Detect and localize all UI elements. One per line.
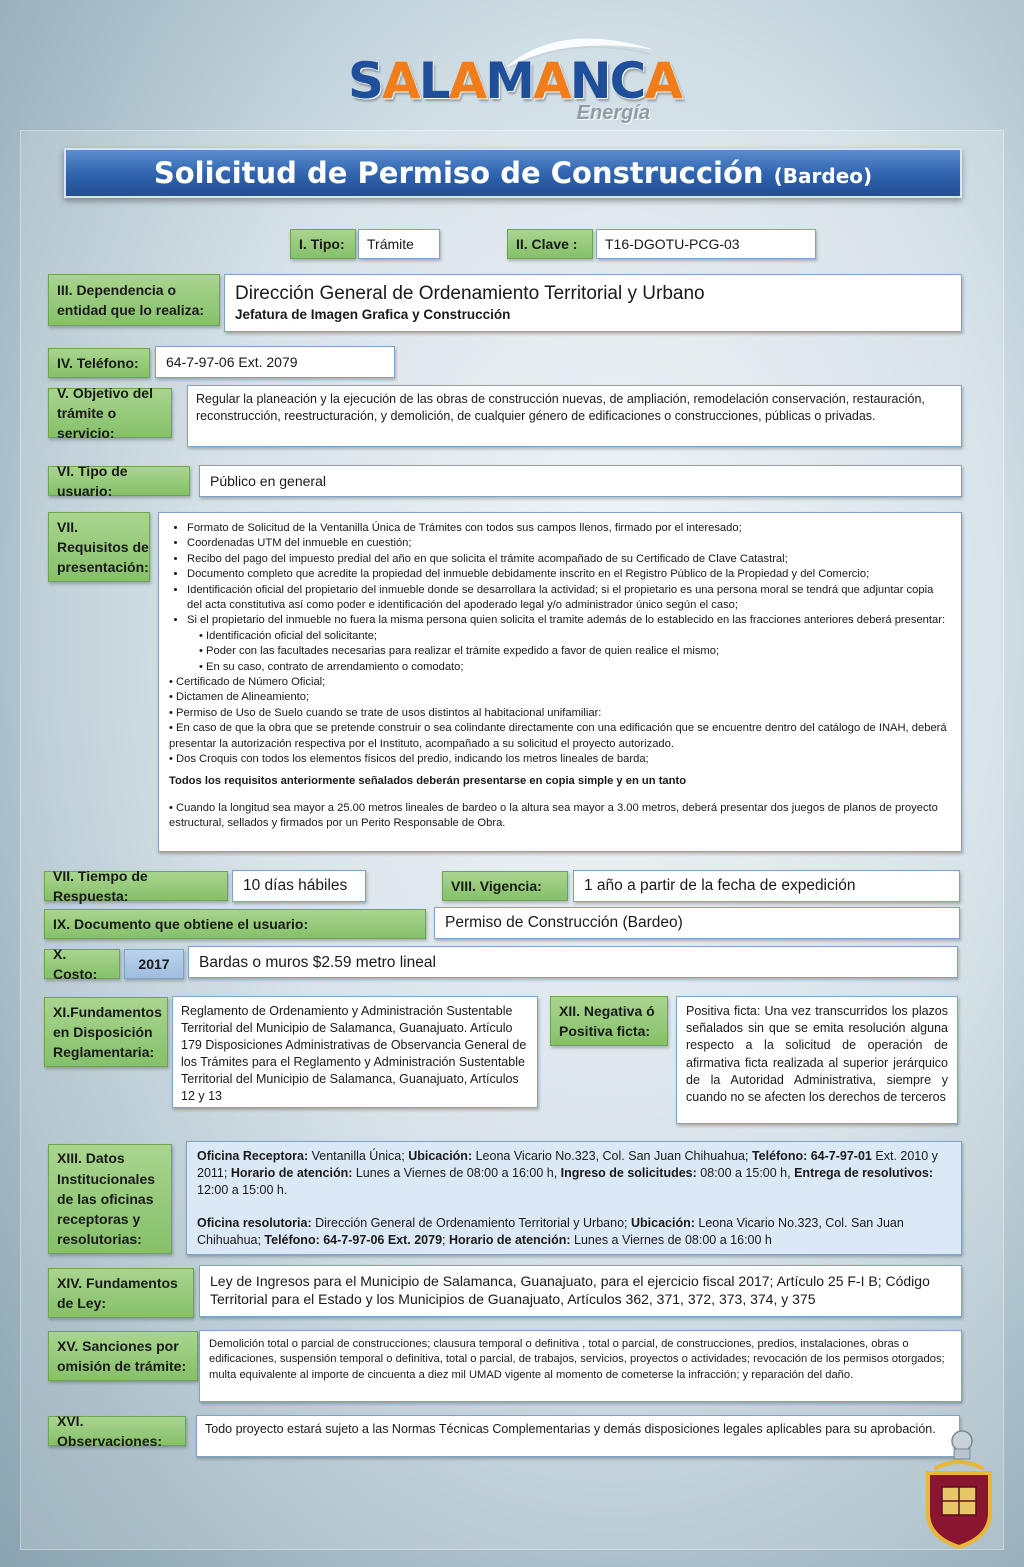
list-item: • Identificación oficial del solicitante; (199, 629, 951, 644)
logo-letter: A (533, 52, 570, 110)
telefono-value: 64-7-97-06 Ext. 2079 (155, 346, 395, 378)
datos-key: Oficina Receptora: (197, 1149, 309, 1163)
tiempo-label: VII. Tiempo de Respuesta: (44, 871, 228, 901)
salamanca-logo (330, 30, 690, 130)
list-item: • Documento completo que acredite la propiedad del inmueble debidamente inscrito en el Registro Público de la Propiedad y del Comercio; (187, 567, 951, 582)
vigencia-label: VIII. Vigencia: (442, 871, 568, 901)
list-item: • Recibo del pago del impuesto predial del año en que solicita el trámite acompañado de su Certificado de Clave Catastral; (187, 552, 951, 567)
datos-label: XIII. Datos Institucionales de las oficinas receptoras y resolutorias: (48, 1144, 172, 1254)
logo-letter: A (448, 52, 486, 110)
datos-box (186, 1141, 962, 1255)
dependencia-sub: Jefatura de Imagen Grafica y Construcción (235, 307, 511, 322)
list-item: • Cuando la longitud sea mayor a 25.00 metros lineales de bardeo o la altura sea mayor a 3.00 metros, deberá presentar dos juegos de planos de proyecto estructural, sellados y firmados por un Perito Responsable de Obra. (169, 801, 951, 832)
tipo-usuario-value: Público en general (199, 465, 962, 497)
datos-key: Ubicación: (630, 1216, 695, 1230)
list-item: • Identificación oficial del propietario del inmueble donde se desarrollara la actividad; si el propietario es una persona moral se tendrá que adjuntar copia del acta constitutiva así como poder e identificación del apoderado legal y/o administrador único según el caso; (187, 583, 951, 614)
datos-value: Ext. 2010 y 2011; (197, 1149, 938, 1180)
list-item: • Dictamen de Alineamiento; (169, 690, 951, 705)
datos-key: Oficina resolutoria: (197, 1216, 312, 1230)
dependencia-main: Dirección General de Ordenamiento Territorial y Urbano (235, 283, 705, 304)
title-suffix: (Bardeo) (773, 164, 873, 188)
datos-key: Horario de atención: (449, 1233, 571, 1247)
dependencia-label: III. Dependencia o entidad que lo realiza: (48, 274, 220, 326)
negativa-value: Positiva ficta: Una vez transcurridos los plazos señalados sin que se emita resolución alguna respecto a la solicitud de operación de afirmativa ficta realizada al superior jerárquico de la Autoridad Administrativa, siempre y cuando no se afecten los derechos de terceros (676, 996, 958, 1124)
clave-value: T16-DGOTU-PCG-03 (596, 229, 816, 259)
datos-value: ; (442, 1233, 449, 1247)
requisitos-box (158, 512, 962, 852)
fundamentos-ley-value: Ley de Ingresos para el Municipio de Salamanca, Guanajuato, para el ejercicio fiscal 2017; Artículo 25 F-I B; Código Territorial para el Estado y los Municipios de Guanajuato, Artículos 362, 371, 372, 373, 374, y 375 (199, 1265, 962, 1317)
observaciones-value: Todo proyecto estará sujeto a las Normas Técnicas Complementarias y demás disposiciones legales aplicables para su aprobación. (196, 1415, 960, 1457)
objetivo-value: Regular la planeación y la ejecución de las obras de construcción nuevas, de ampliación, remodelación conservación, restauración, reconstrucción, reestructuración, y demolición, de cualquier género de edificaciones o construcciones, públicas o privadas. (187, 385, 962, 447)
datos-value: Ventanilla Única; (308, 1149, 409, 1163)
municipal-coat-of-arms-icon (920, 1425, 998, 1550)
costo-label: X. Costo: (44, 949, 120, 979)
datos-value: 12:00 a 15:00 h. (197, 1183, 288, 1197)
requisitos-sublist (169, 629, 951, 675)
logo-letter: L (418, 52, 449, 110)
list-item: • En su caso, contrato de arrendamiento o comodato; (199, 660, 951, 675)
datos-value: Dirección General de Ordenamiento Territorial y Urbano; (311, 1216, 631, 1230)
list-item: • Permiso de Uso de Suelo cuando se trate de usos distintos al habitacional unifamiliar: (169, 706, 951, 721)
requisitos-label: VII. Requisitos de presentación: (48, 512, 150, 582)
logo-letter: C (609, 52, 645, 110)
list-item: • Dos Croquis con todos los elementos físicos del predio, indicando los metros lineales de barda; (169, 752, 951, 767)
datos-key: Horario de atención: (230, 1166, 353, 1180)
list-item: • Coordenadas UTM del inmueble en cuestión; (187, 536, 951, 551)
requisitos-more-list (169, 675, 951, 767)
costo-year: 2017 (124, 949, 184, 979)
datos-key: Ingreso de solicitudes: (560, 1166, 697, 1180)
sanciones-value: Demolición total o parcial de construcciones; clausura temporal o definitiva , total o parcial, de construcciones, predios, instalaciones, obras o edificaciones, suspensión temporal o definitiva, total o parcial, de trabajos, servicios, proyectos o actividades; revocación de los permisos otorgados; multa equivalente al importe de cincuenta a diez mil UMAD vigente al momento de cometerse la infracción; y reparación del daño. (199, 1330, 962, 1402)
fundamentos-disp-value: Reglamento de Ordenamiento y Administración Sustentable Territorial del Municipio de Salamanca, Guanajuato. Artículo 179 Disposiciones Administrativas de Observancia General de los Trámites para el Reglamento y Administración Sustentable Territorial del Municipio de Salamanca, Guanajuato, Artículos 12 y 13 (172, 996, 538, 1108)
tipo-usuario-label: VI. Tipo de usuario: (48, 466, 190, 496)
telefono-label: IV. Teléfono: (48, 348, 150, 378)
documento-value: Permiso de Construcción (Bardeo) (434, 907, 960, 939)
list-item: • Certificado de Número Oficial; (169, 675, 951, 690)
vigencia-value: 1 año a partir de la fecha de expedición (573, 870, 960, 902)
datos-key: Teléfono: 64-7-97-06 Ext. 2079 (264, 1233, 443, 1247)
fundamentos-ley-label: XIV. Fundamentos de Ley: (48, 1268, 194, 1318)
requisitos-note: Todos los requisitos anteriormente señalados deberán presentarse en copia simple y en un tanto (169, 774, 687, 787)
objetivo-label: V. Objetivo del trámite o servicio: (48, 388, 172, 438)
page-title (64, 148, 962, 198)
list-item: • Poder con las facultades necesarias para realizar el trámite expedido a favor de quien realice el mismo; (199, 644, 951, 659)
costo-value: Bardas o muros $2.59 metro lineal (188, 946, 958, 978)
datos-key: Teléfono: 64-7-97-01 (751, 1149, 872, 1163)
datos-resolutoria (197, 1215, 951, 1249)
datos-value: Lunes a Viernes de 08:00 a 16:00 h, (352, 1166, 561, 1180)
datos-value: Lunes a Viernes de 08:00 a 16:00 h (570, 1233, 772, 1247)
logo-letter: M (485, 52, 534, 110)
list-item: • Si el propietario del inmueble no fuera la misma persona quien solicita el tramite además de lo establecido en las fracciones anteriores deberá presentar: (187, 613, 951, 628)
dependencia-box (224, 274, 962, 332)
documento-label: IX. Documento que obtiene el usuario: (44, 909, 426, 939)
negativa-label: XII. Negativa ó Positiva ficta: (550, 996, 668, 1046)
logo-tagline: Energía (576, 102, 650, 124)
clave-label: II. Clave : (507, 229, 593, 259)
sanciones-label: XV. Sanciones por omisión de trámite: (48, 1331, 198, 1381)
tipo-label: I. Tipo: (290, 229, 356, 259)
requisitos-final-list (169, 801, 951, 832)
datos-value: Leona Vicario No.323, Col. San Juan Chihuahua; (472, 1149, 752, 1163)
datos-receptora (197, 1148, 951, 1199)
logo-letter: N (569, 52, 610, 110)
fundamentos-disp-label: XI.Fundamentos en Disposición Reglamentaria: (44, 997, 168, 1067)
datos-value: Leona Vicario No.323, Col. San Juan Chihuahua; (197, 1216, 904, 1247)
logo-letter: A (644, 52, 682, 110)
datos-key: Ubicación: (408, 1149, 473, 1163)
datos-key: Entrega de resolutivos: (794, 1166, 934, 1180)
logo-letter: A (382, 52, 419, 110)
tiempo-value: 10 días hábiles (232, 870, 366, 902)
datos-value: 08:00 a 15:00 h, (696, 1166, 795, 1180)
list-item: • Formato de Solicitud de la Ventanilla Única de Trámites con todos sus campos llenos, firmado por el interesado; (187, 521, 951, 536)
title-main: Solicitud de Permiso de Construcción (153, 156, 764, 190)
tipo-value: Trámite (358, 229, 440, 259)
observaciones-label: XVI. Observaciones: (48, 1416, 186, 1446)
list-item: • En caso de que la obra que se pretende construir o sea colindante directamente con una edificación que se encuentre dentro del catálogo de INAH, deberá presentar la autorización respectiva por el Instituto, acompañado a su solicitud el proyecto autorizado. (169, 721, 951, 752)
requisitos-list (169, 521, 951, 629)
logo-letter: S (348, 52, 383, 110)
